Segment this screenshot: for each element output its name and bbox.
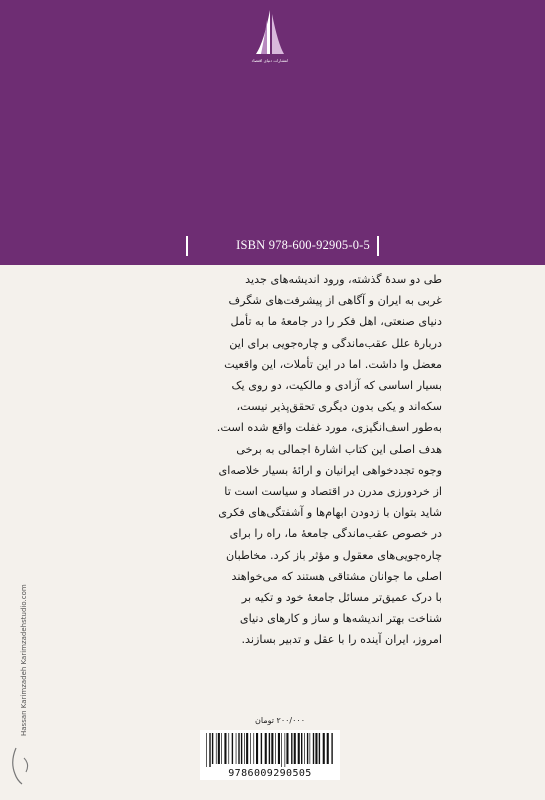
blurb-line: شناخت بهتر اندیشه‌ها و ساز و کارهای دنیای	[239, 612, 442, 626]
designer-credit	[18, 584, 30, 736]
barcode-bars-icon	[206, 733, 334, 767]
blurb-line: وجوه تجددخواهی ایرانیان و ارائهٔ بسیار خلاصه‌ای	[218, 463, 442, 477]
blurb-line: در خصوص عقب‌ماندگی جامعهٔ ما، راه را برای	[229, 527, 442, 541]
publisher-name: انتشارات دنیای اقتصاد	[251, 58, 289, 63]
blurb-line: دنیای صنعتی، اهل فکر را در جامعهٔ ما به تأمل	[230, 315, 442, 329]
blurb-line: هدف اصلی این کتاب اشارهٔ اجمالی به برخی	[236, 442, 442, 456]
blurb-line: از خردورزی مدرن در اقتصاد و سیاست است تا	[224, 485, 442, 499]
blurb-line: شاید بتوان با زدودن ابهام‌ها و آشفتگی‌های فکری	[218, 506, 442, 520]
blurb-line: بسیار اساسی که آزادی و مالکیت، دو روی یک	[231, 379, 442, 393]
barcode-digits: 9786009290505	[228, 768, 312, 779]
price-currency: تومان	[255, 716, 274, 725]
publisher-logo-icon	[246, 6, 294, 58]
designer-credit-text: Hassan Karimzadeh Karimzadehstudio.com	[20, 584, 28, 736]
isbn-barcode	[200, 730, 340, 780]
blurb-line: چاره‌جویی‌های معقول و مؤثر باز کرد. مخاطبان	[225, 548, 442, 562]
isbn-left-rule	[186, 236, 188, 256]
back-cover-blurb	[112, 269, 442, 651]
blurb-line: معضل وا داشت. اما در این تأملات، این واقعیت	[224, 357, 442, 371]
blurb-line: سکه‌اند و یکی بدون دیگری تحقق‌پذیر نیست،	[236, 400, 442, 414]
blurb-line: به‌طور اسف‌انگیزی، مورد غفلت واقع شده است.	[216, 421, 442, 435]
blurb-line: اصلی ما جوانان مشتاقی هستند که می‌خواهند	[231, 569, 442, 583]
isbn: ISBN 978-600-92905-0-5	[236, 238, 370, 252]
blurb-line: دربارهٔ علل عقب‌ماندگی و چاره‌جویی برای این	[229, 336, 442, 350]
blurb-line: طی دو سدهٔ گذشته، ورود اندیشه‌های جدید	[245, 273, 442, 286]
cover-purple-band	[0, 0, 545, 265]
blurb-line: امروز، ایران آینده را با عقل و تدبیر بسازند.	[241, 633, 442, 647]
blurb-line: با درک عمیق‌تر مسائل جامعهٔ خود و تکیه بر	[241, 591, 442, 605]
price-label	[205, 715, 305, 727]
price-amount: ۲۰۰/۰۰۰	[276, 716, 305, 725]
blurb-line: غربی به ایران و آگاهی از پیشرفت‌های شگرف	[228, 294, 442, 308]
publisher-logo	[246, 6, 294, 78]
isbn-right-rule	[377, 236, 379, 256]
corner-signature-icon	[8, 744, 36, 788]
